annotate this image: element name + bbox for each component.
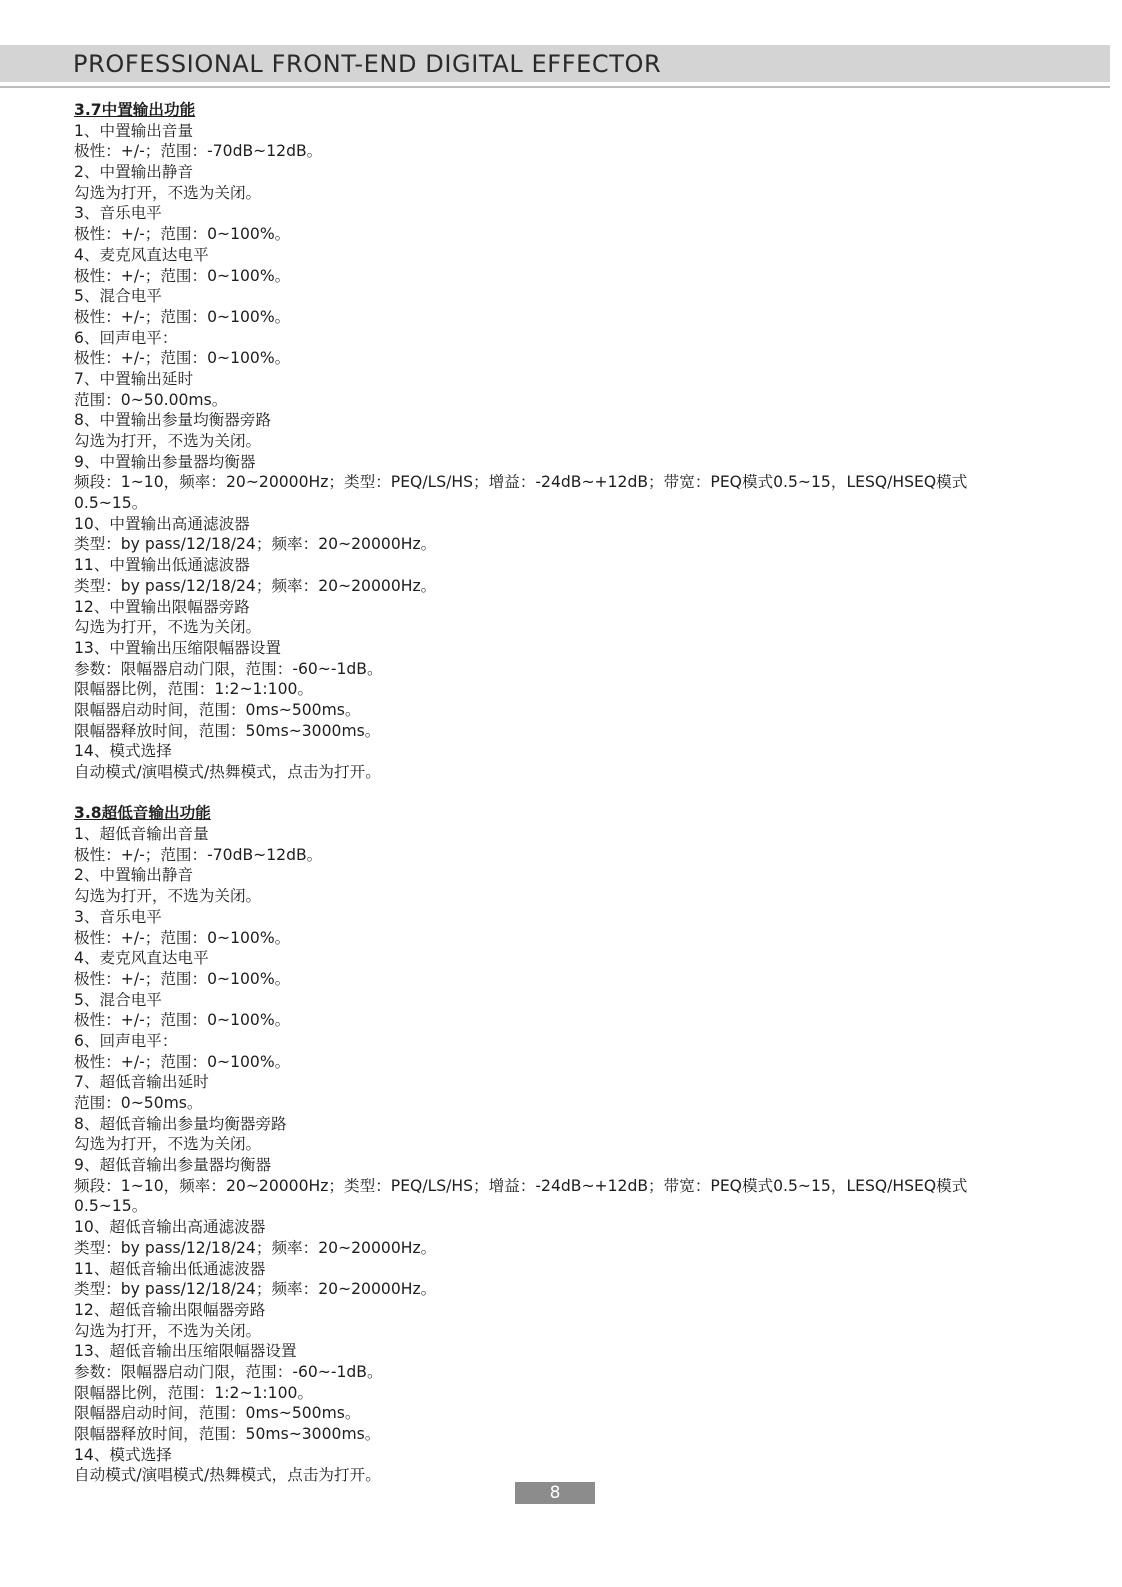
text-line: 自动模式/演唱模式/热舞模式，点击为打开。 [74,763,381,781]
text-line: 1、中置输出音量 [74,121,194,140]
text-line: 10、中置输出高通滤波器 [74,514,250,533]
text-line: 3、音乐电平 [74,204,162,223]
text-line: 类型：by pass/12/18/24；频率：20~20000Hz。 [74,535,437,554]
text-line: 极性：+/-；范围：0~100%。 [74,349,291,368]
text-line: 勾选为打开，不选为关闭。 [74,1321,262,1340]
section-heading: 3.8超低音输出功能 [74,804,211,823]
text-line: 10、超低音输出高通滤波器 [74,1218,266,1237]
text-line: 7、中置输出延时 [74,369,194,388]
text-line: 勾选为打开，不选为关闭。 [74,618,262,637]
text-line: 参数：限幅器启动门限，范围：-60~-1dB。 [74,659,383,678]
text-line: 6、回声电平： [74,1031,178,1050]
section-heading: 3.7中置输出功能 [74,101,196,119]
text-line: 7、超低音输出延时 [74,1073,209,1092]
text-line: 勾选为打开，不选为关闭。 [74,183,262,202]
text-line: 类型：by pass/12/18/24；频率：20~20000Hz。 [74,1238,437,1257]
text-line: 限幅器比例，范围：1:2~1:100。 [74,1383,314,1402]
text-line: 14、模式选择 [74,742,172,761]
text-line: 勾选为打开，不选为关闭。 [74,887,262,906]
text-line: 勾选为打开，不选为关闭。 [74,1135,262,1154]
text-line: 极性：+/-；范围：-70dB~12dB。 [74,845,323,864]
text-line: 限幅器比例，范围：1:2~1:100。 [74,680,314,699]
text-line: 1、超低音输出音量 [74,825,209,844]
text-line: 4、麦克风直达电平 [74,949,209,968]
text-line: 频段：1~10，频率：20~20000Hz；类型：PEQ/LS/HS；增益：-24dB~+12dB；带宽：PEQ模式0.5~15，LESQ/HSEQ模式 [74,473,968,492]
text-line: 5、混合电平 [74,287,162,306]
text-line: 8、超低音输出参量均衡器旁路 [74,1114,287,1133]
text-line: 限幅器启动时间，范围：0ms~500ms。 [74,1404,361,1423]
text-line: 14、模式选择 [74,1445,172,1464]
page-number: 8 [515,1482,595,1504]
page-header-title: PROFESSIONAL FRONT-END DIGITAL EFFECTOR [73,50,662,78]
text-line: 12、超低音输出限幅器旁路 [74,1300,266,1319]
text-line: 类型：by pass/12/18/24；频率：20~20000Hz。 [74,1280,437,1299]
section-lines [74,121,1034,783]
text-line: 极性：+/-；范围：0~100%。 [74,225,291,244]
text-line: 范围：0~50.00ms。 [74,390,228,409]
text-line: 极性：+/-；范围：-70dB~12dB。 [74,142,323,161]
text-line: 6、回声电平： [74,328,178,347]
header-divider [0,86,1110,88]
text-line: 极性：+/-；范围：0~100%。 [74,266,291,285]
text-line: 限幅器启动时间，范围：0ms~500ms。 [74,700,361,719]
text-line: 限幅器释放时间，范围：50ms~3000ms。 [74,1425,381,1443]
text-line: 类型：by pass/12/18/24；频率：20~20000Hz。 [74,576,437,595]
text-line: 9、超低音输出参量器均衡器 [74,1156,272,1175]
text-line: 2、中置输出静音 [74,163,194,182]
text-line: 频段：1~10，频率：20~20000Hz；类型：PEQ/LS/HS；增益：-24dB~+12dB；带宽：PEQ模式0.5~15，LESQ/HSEQ模式 [74,1176,968,1195]
section-lines [74,824,1034,1486]
document-body [74,100,1034,1486]
text-line: 13、超低音输出压缩限幅器设置 [74,1342,297,1361]
text-line: 9、中置输出参量器均衡器 [74,452,256,471]
text-line: 11、中置输出低通滤波器 [74,556,250,575]
text-line: 参数：限幅器启动门限，范围：-60~-1dB。 [74,1362,383,1381]
text-line: 极性：+/-；范围：0~100%。 [74,307,291,326]
text-line: 3、音乐电平 [74,907,162,926]
text-line: 4、麦克风直达电平 [74,245,209,264]
text-line: 8、中置输出参量均衡器旁路 [74,411,272,430]
text-line: 0.5~15。 [74,1197,148,1216]
text-line: 5、混合电平 [74,990,162,1009]
section-center-output [74,100,1034,783]
text-line: 范围：0~50ms。 [74,1094,203,1112]
text-line: 13、中置输出压缩限幅器设置 [74,638,281,657]
text-line: 极性：+/-；范围：0~100%。 [74,928,291,947]
text-line: 极性：+/-；范围：0~100%。 [74,1052,291,1071]
text-line: 限幅器释放时间，范围：50ms~3000ms。 [74,721,381,740]
text-line: 2、中置输出静音 [74,866,194,885]
text-line: 极性：+/-；范围：0~100%。 [74,969,291,988]
section-subwoofer-output [74,803,1034,1486]
text-line: 11、超低音输出低通滤波器 [74,1259,266,1278]
text-line: 勾选为打开，不选为关闭。 [74,432,262,450]
text-line: 0.5~15。 [74,494,148,513]
text-line: 12、中置输出限幅器旁路 [74,597,250,616]
text-line: 极性：+/-；范围：0~100%。 [74,1011,291,1030]
text-line: 自动模式/演唱模式/热舞模式，点击为打开。 [74,1466,381,1485]
